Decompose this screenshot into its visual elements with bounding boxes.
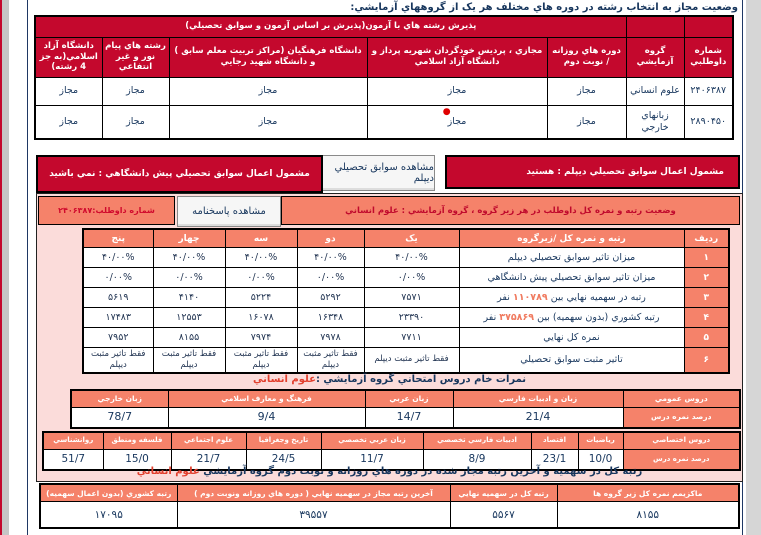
general-subjects-table — [70, 389, 741, 429]
label-text: نفر — [497, 292, 513, 303]
table-row — [83, 348, 729, 373]
col-four: چهار — [153, 229, 225, 248]
score-value: 15/0 — [103, 450, 171, 471]
value: فقط تاثیر مثبت دیپلم — [83, 348, 153, 373]
label-text: رتبه در سهمیه نهایي بین — [547, 292, 646, 303]
score-value: 21/7 — [171, 450, 246, 471]
page-title: وضعیت مجاز به انتخاب رشته در دوره هاي مختلف هر یک از گروههاي آزمایشي: — [350, 2, 738, 13]
col-five: پنج — [83, 229, 153, 248]
table-row — [83, 308, 729, 328]
score-value: 14/7 — [365, 408, 453, 429]
status-cell: مجاز — [547, 105, 626, 139]
status-cell: مجاز — [35, 77, 102, 105]
window-right-margin — [746, 0, 761, 535]
max-subgroup-score: ۸۱۵۵ — [557, 502, 739, 529]
row-no: ۲ — [684, 268, 729, 288]
subject-header: فرهنگ و معارف اسلامي — [168, 390, 365, 408]
status-cell: مجاز — [35, 105, 102, 139]
subject-header: اقتصاد — [531, 432, 578, 450]
merged-header: پذیرش رشته هاي با آزمون(پذیرش بر اساس آزمون و سوابق تحصیلي) — [35, 16, 626, 37]
score-value: 51/7 — [43, 450, 103, 471]
row-label: میزان تاثیر سوابق تحصیلي دیپلم — [459, 248, 684, 268]
table-row — [35, 77, 733, 105]
row-no: ۶ — [684, 348, 729, 373]
score-value: 23/1 — [531, 450, 578, 471]
table-row — [83, 248, 729, 268]
rank-score-panel — [36, 193, 743, 482]
title-text: رتبه کل در سهمیه و آخرین رتبه مجاز شده در دوره هاي روزانه و نوبت دوم گروه آزمایشي — [199, 466, 643, 477]
subject-header: زبان عربي تخصصي — [321, 432, 423, 450]
col-total-rank-quota: رتبه کل در سهمیه نهایي — [450, 484, 557, 502]
subject-header: فلسفه ومنطق — [103, 432, 171, 450]
row-label — [459, 288, 684, 308]
col-virtual: مجازي ، پردیس خودگردان شهریه پرداز و دانشگاه آزاد اسلامي — [367, 37, 547, 77]
value: ۴۱۴۰ — [153, 288, 225, 308]
table-row — [83, 328, 729, 348]
final-rank-table — [39, 483, 740, 529]
score-value: 9/4 — [168, 408, 365, 429]
raw-scores-title — [37, 374, 742, 385]
value: ۴۰/۰۰% — [314, 252, 347, 263]
value: ۴۰/۰۰% — [244, 252, 278, 263]
title-group: علوم انساني — [252, 374, 316, 385]
score-row-header: درصد نمره درس — [623, 408, 740, 429]
title-group: علوم انساني — [136, 466, 200, 477]
score-value: 11/7 — [321, 450, 423, 471]
col-national-rank: رتبه کشوري (بدون اعمال سهمیه) — [40, 484, 177, 502]
value: ۷۵۷۱ — [364, 288, 459, 308]
value: ۰/۰۰% — [247, 272, 275, 283]
subject-header: زبان و ادبیات فارسي — [453, 390, 623, 408]
view-answer-sheet-button[interactable]: مشاهده پاسخنامه — [177, 196, 281, 227]
value: ۵۲۹۲ — [297, 288, 364, 308]
eligibility-table — [34, 15, 734, 140]
specialized-subjects-table — [42, 431, 741, 471]
score-value: 24/5 — [246, 450, 321, 471]
candidate-number-badge: شماره داوطلب:۲۴۰۶۳۸۷ — [38, 196, 175, 225]
col-candidate-no: شماره داوطلبي — [684, 37, 733, 77]
row-label — [459, 308, 684, 328]
total-rank-quota: ۵۵۶۷ — [450, 502, 557, 529]
value: ۷۹۵۲ — [83, 328, 153, 348]
col-one: یک — [364, 229, 459, 248]
candidate-no-cell: ۲۸۹۰۴۵۰ — [684, 105, 733, 139]
header-spacer — [626, 16, 684, 37]
subject-header: زبان عربي — [365, 390, 453, 408]
general-subjects-header: دروس عمومي — [623, 390, 740, 408]
col-two: دو — [297, 229, 364, 248]
value: ۷۹۷۸ — [297, 328, 364, 348]
table-row — [83, 268, 729, 288]
score-row-header: درصد نمره درس — [623, 450, 740, 471]
value: ۰/۰۰% — [316, 272, 345, 283]
value: ۴۰/۰۰% — [101, 252, 135, 263]
table-row — [35, 105, 733, 139]
subject-header: روانشناسي — [43, 432, 103, 450]
score-value: 8/9 — [423, 450, 531, 471]
row-label: تاثیر مثبت سوابق تحصیلي — [459, 348, 684, 373]
final-rank-title — [37, 466, 742, 477]
col-azad: دانشگاه آزاد اسلامي(به جز 4 رشته) — [35, 37, 102, 77]
header-spacer — [684, 16, 733, 37]
national-rank: ۱۷۰۹۵ — [40, 502, 177, 529]
row-no: ۱ — [684, 248, 729, 268]
window-left-margin — [2, 0, 9, 535]
label-red-number: ۳۷۵۸۶۹ — [499, 312, 535, 323]
value: ۱۶۰۷۸ — [225, 308, 297, 328]
status-cell: مجاز — [547, 77, 626, 105]
status-cell: مجاز — [102, 105, 169, 139]
col-payamnoor: رشته هاي پیام نور و غیر انتفاعي — [102, 37, 169, 77]
value: ۰/۰۰% — [175, 272, 203, 283]
col-farhangian: دانشگاه فرهنگیان (مراکز تربیت معلم سابق ) و دانشگاه شهید رجایي — [169, 37, 367, 77]
value: ۴۰/۰۰% — [172, 252, 206, 263]
title-text: نمرات خام دروس امتحاني گروه آزمایشي : — [315, 374, 527, 385]
value: ۵۶۱۹ — [83, 288, 153, 308]
label-text: رتبه کشوري (بدون سهمیه) بین — [534, 312, 660, 323]
status-cell: مجاز — [169, 77, 367, 105]
value: ۷۷۱۱ — [364, 328, 459, 348]
status-text: مجاز — [447, 115, 467, 127]
score-value: 21/4 — [453, 408, 623, 429]
pre-university-records-status: مشمول اعمال سوابق تحصیلي پیش دانشگاهي : نمي باشید — [36, 155, 323, 193]
col-group: گروه آزمایشي — [626, 37, 684, 77]
last-admitted-rank: ۳۹۵۵۷ — [177, 502, 450, 529]
label-red-number: ۱۱۰۷۸۹ — [512, 292, 548, 303]
label-text: نفر — [483, 312, 500, 323]
value: ۷۹۷۴ — [225, 328, 297, 348]
value: ۱۷۴۸۳ — [83, 308, 153, 328]
row-label: میزان تاثیر سوابق تحصیلي پیش دانشگاهي — [459, 268, 684, 288]
score-value: 78/7 — [71, 408, 168, 429]
col-subgroup-label: رتبه و نمره کل /زیرگروه — [459, 229, 684, 248]
col-row-no: ردیف — [684, 229, 729, 248]
col-last-admitted-rank: آخرین رتبه مجاز در سهمیه نهایي ( دوره هاي روزانه ونوبت دوم ) — [177, 484, 450, 502]
value: فقط تاثیر مثبت دیپلم — [364, 348, 459, 373]
value: ۴۰/۰۰% — [395, 252, 428, 263]
subject-header: زبان خارجي — [71, 390, 168, 408]
value: ۵۲۲۴ — [225, 288, 297, 308]
footnote-dot: ● — [442, 106, 451, 117]
row-no: ۳ — [684, 288, 729, 308]
candidate-no-cell: ۲۴۰۶۳۸۷ — [684, 77, 733, 105]
col-daytime: دوره هاي روزانه / نوبت دوم — [547, 37, 626, 77]
value: ۱۲۵۵۳ — [153, 308, 225, 328]
subject-header: علوم اجتماعي — [171, 432, 246, 450]
value: فقط تاثیر مثبت دیپلم — [153, 348, 225, 373]
value: ۲۳۳۹۰ — [364, 308, 459, 328]
status-cell: مجاز — [102, 77, 169, 105]
specialized-subjects-header: دروس اختصاصي — [623, 432, 740, 450]
subject-header: ادبیات فارسي تخصصي — [423, 432, 531, 450]
subject-header: ریاضیات — [578, 432, 623, 450]
document-page — [27, 0, 743, 535]
view-diploma-records-button[interactable]: مشاهده سوابق تحصیلي دیپلم — [321, 155, 435, 191]
value: ۰/۰۰% — [397, 272, 426, 283]
value: ۸۱۵۵ — [153, 328, 225, 348]
value: ۰/۰۰% — [104, 272, 133, 283]
rank-band-title: وضعیت رتبه و نمره کل داوطلب در هر زیر گروه ، گروه آزمایشي : علوم انساني — [281, 196, 740, 225]
table-row — [83, 288, 729, 308]
subject-header: تاریخ وجغرافیا — [246, 432, 321, 450]
col-three: سه — [225, 229, 297, 248]
row-no: ۴ — [684, 308, 729, 328]
status-cell — [367, 105, 547, 139]
group-cell: زبانهاي خارجي — [626, 105, 684, 139]
diploma-records-status: مشمول اعمال سوابق تحصیلي دیپلم : هستید — [445, 155, 740, 189]
row-no: ۵ — [684, 328, 729, 348]
value: فقط تاثیر مثبت دیپلم — [225, 348, 297, 373]
status-cell: مجاز — [169, 105, 367, 139]
value: ۱۶۳۴۸ — [297, 308, 364, 328]
value: فقط تاثیر مثبت دیپلم — [297, 348, 364, 373]
col-max-subgroup-score: ماکزیمم نمره کل زیر گروه ها — [557, 484, 739, 502]
status-cell: مجاز — [367, 77, 547, 105]
score-value: 10/0 — [578, 450, 623, 471]
group-cell: علوم انساني — [626, 77, 684, 105]
row-label: نمره کل نهایي — [459, 328, 684, 348]
rank-table — [82, 228, 730, 374]
